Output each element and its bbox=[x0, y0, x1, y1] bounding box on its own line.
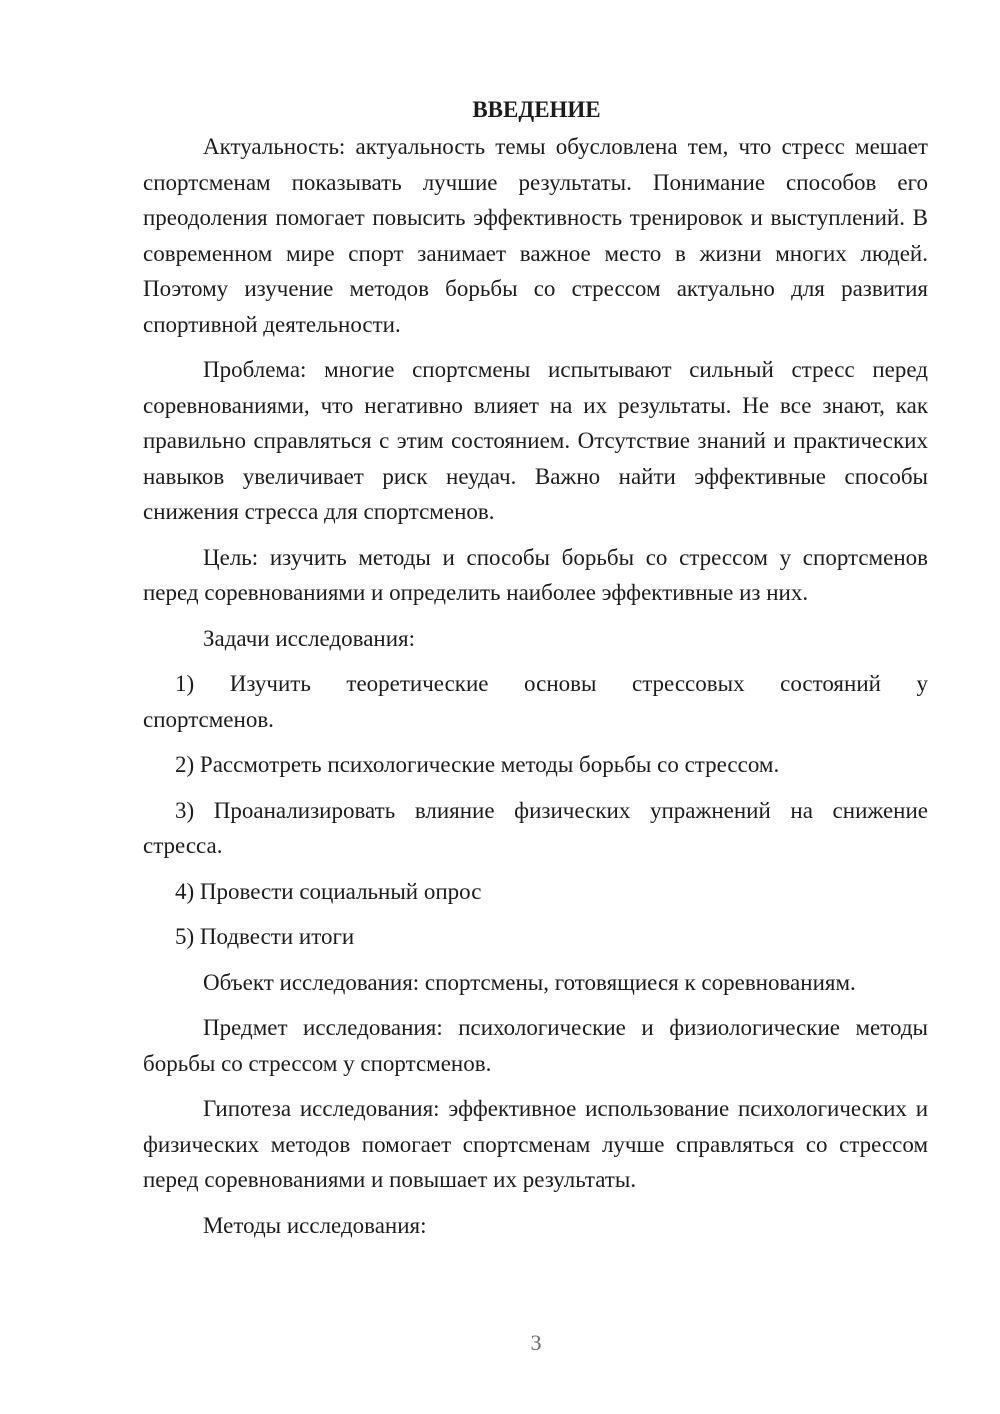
page-title: ВВЕДЕНИЕ bbox=[472, 97, 601, 122]
paragraph-goal: Цель: изучить методы и способы борьбы со стрессом у спортсменов перед соревнованиями и определить наиболее эффективные из них. bbox=[143, 544, 928, 605]
page-number: 3 bbox=[530, 1330, 542, 1355]
task-item-3: 3) Проанализировать влияние физических упражнений на снижение стресса. bbox=[143, 797, 928, 858]
task-item-4: 4) Провести социальный опрос bbox=[175, 878, 482, 904]
paragraph-hypothesis: Гипотеза исследования: эффективное использование психологических и физических методов помогает спортсменам лучше справляться со стрессом перед соревнованиями и повышает их результаты. bbox=[143, 1096, 928, 1192]
tasks-title: Задачи исследования: bbox=[203, 625, 416, 651]
methods-title: Методы исследования: bbox=[203, 1212, 427, 1238]
page-content bbox=[143, 92, 928, 1253]
paragraph-problem: Проблема: многие спортсмены испытывают сильный стресс перед соревнованиями, что негативно влияет на их результаты. Не все знают, как правильно справляться с этим состоянием. Отсутствие знаний и практических навыков увеличивает риск неудач. Важно найти эффективные способы снижения стресса для спортсменов. bbox=[143, 357, 928, 524]
paragraph-subject: Предмет исследования: психологические и физиологические методы борьбы со стрессом у спортсменов. bbox=[143, 1015, 928, 1076]
paragraph-relevance: Актуальность: актуальность темы обусловлена тем, что стресс мешает спортсменам показывать лучшие результаты. Понимание способов его преодоления помогает повысить эффективность тренировок и выступлений. В современном мире спорт занимает важное место в жизни многих людей. Поэтому изучение методов борьбы со стрессом актуально для развития спортивной деятельности. bbox=[143, 134, 928, 337]
task-item-5: 5) Подвести итоги bbox=[175, 924, 355, 949]
task-item-1: 1) Изучить теоретические основы стрессовых состояний у спортсменов. bbox=[143, 671, 928, 732]
task-item-2: 2) Рассмотреть психологические методы борьбы со стрессом. bbox=[175, 752, 780, 777]
paragraph-object: Объект исследования: спортсмены, готовящиеся к соревнованиям. bbox=[203, 969, 856, 995]
